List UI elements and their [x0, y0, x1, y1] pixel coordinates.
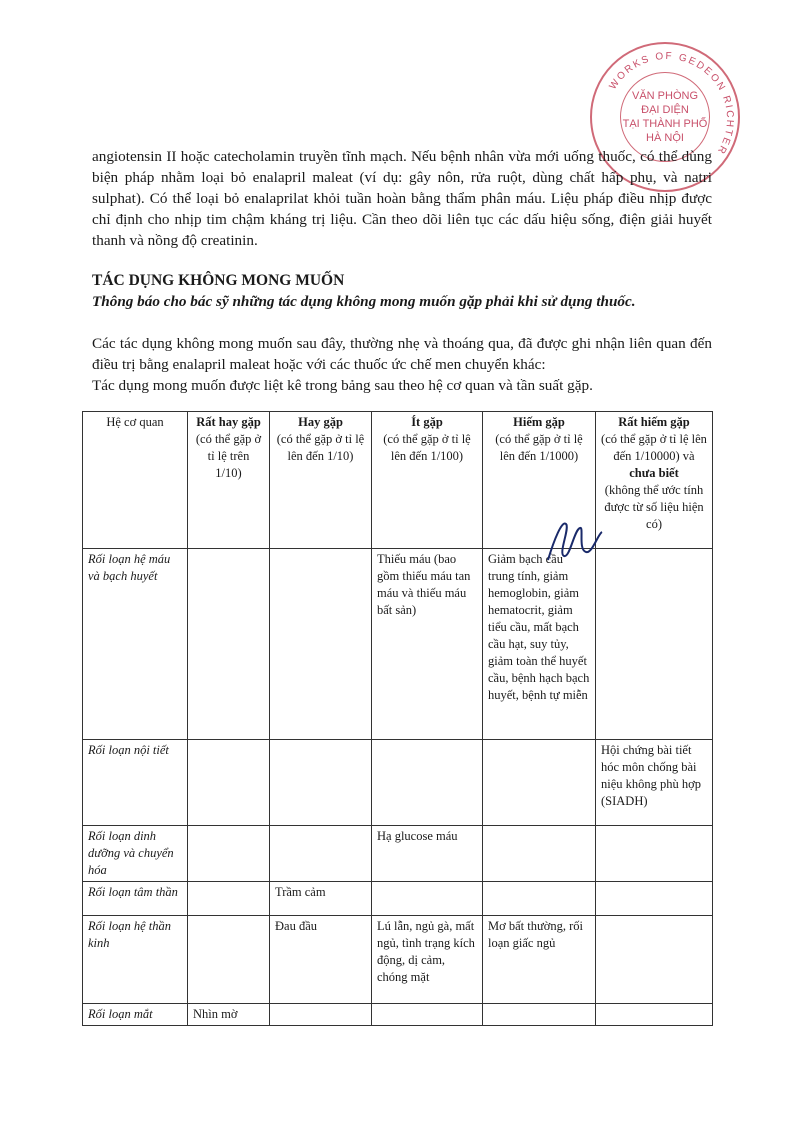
table-header-row	[83, 412, 713, 549]
table-row	[83, 826, 713, 882]
very-rare-cell: Hội chứng bài tiết hóc môn chống bài niệu không phù hợp (SIADH)	[596, 740, 713, 826]
organ-cell: Rối loạn hệ thần kinh	[83, 916, 188, 1004]
header-rare: Hiếm gặp (có thể gặp ở tỉ lệ lên đến 1/1000)	[483, 412, 596, 549]
stamp-line: VĂN PHÒNG	[631, 90, 698, 102]
very-common-cell	[188, 549, 270, 740]
common-cell	[270, 549, 372, 740]
organ-cell: Rối loạn hệ máu và bạch huyết	[83, 549, 188, 740]
overdose-paragraph	[92, 146, 712, 251]
intro-paragraph	[92, 333, 712, 396]
very-common-cell	[188, 882, 270, 916]
table-row	[83, 549, 713, 740]
very-common-cell	[188, 826, 270, 882]
very-rare-cell	[596, 549, 713, 740]
table-row	[83, 916, 713, 1004]
intro-line-2: Tác dụng mong muốn được liệt kê trong bảng sau theo hệ cơ quan và tần suất gặp.	[92, 377, 593, 394]
uncommon-cell	[372, 1004, 483, 1026]
rare-cell: Giảm bạch cầu trung tính, giảm hemoglobin, giảm hematocrit, giảm tiểu cầu, mất bạch cầu hạt, suy tủy, giảm toàn thể huyết cầu, bệnh hạch bạch huyết, bệnh tự miễn	[483, 549, 596, 740]
header-very-rare: Rất hiếm gặp (có thể gặp ở tỉ lệ lên đến 1/10000) và chưa biết (không thể ước tính được từ số liệu hiện có)	[596, 412, 713, 549]
common-cell: Trầm cảm	[270, 882, 372, 916]
rare-cell	[483, 882, 596, 916]
very-rare-cell	[596, 826, 713, 882]
header-common: Hay gặp (có thể gặp ở tỉ lệ lên đến 1/10)	[270, 412, 372, 549]
header-organ: Hệ cơ quan	[83, 412, 188, 549]
svg-text:WORKS OF GEDEON RICHTER: WORKS OF GEDEON RICHTER	[607, 50, 736, 157]
table-row	[83, 740, 713, 826]
uncommon-cell: Hạ glucose máu	[372, 826, 483, 882]
rare-cell	[483, 1004, 596, 1026]
intro-line-1: Các tác dụng không mong muốn sau đây, thường nhẹ và thoáng qua, đã được ghi nhận liên quan đến điều trị bằng enalapril maleat hoặc với các thuốc ức chế men chuyển khác:	[92, 335, 712, 373]
table-row	[83, 882, 713, 916]
uncommon-cell: Thiếu máu (bao gồm thiếu máu tan máu và thiếu máu bất sản)	[372, 549, 483, 740]
very-common-cell	[188, 916, 270, 1004]
common-cell: Đau đầu	[270, 916, 372, 1004]
very-rare-cell	[596, 916, 713, 1004]
stamp-line: TẠI THÀNH PHỐ	[622, 118, 708, 130]
very-rare-cell	[596, 1004, 713, 1026]
uncommon-cell: Lú lẫn, ngủ gà, mất ngủ, tình trạng kích động, dị cảm, chóng mặt	[372, 916, 483, 1004]
stamp-line: ĐẠI DIỆN	[641, 104, 689, 116]
very-rare-cell	[596, 882, 713, 916]
table-row	[83, 1004, 713, 1026]
common-cell	[270, 826, 372, 882]
very-common-cell	[188, 740, 270, 826]
very-common-cell: Nhìn mờ	[188, 1004, 270, 1026]
organ-cell: Rối loạn tâm thần	[83, 882, 188, 916]
header-very-common: Rất hay gặp (có thể gặp ở tỉ lệ trên 1/10)	[188, 412, 270, 549]
rare-cell	[483, 740, 596, 826]
signature-icon	[540, 510, 610, 570]
organ-cell: Rối loạn nội tiết	[83, 740, 188, 826]
section-subheading: Thông báo cho bác sỹ những tác dụng không mong muốn gặp phải khi sử dụng thuốc.	[92, 293, 636, 310]
organ-cell: Rối loạn dinh dưỡng và chuyển hóa	[83, 826, 188, 882]
common-cell	[270, 1004, 372, 1026]
header-uncommon: Ít gặp (có thể gặp ở tỉ lệ lên đến 1/100)	[372, 412, 483, 549]
uncommon-cell	[372, 882, 483, 916]
common-cell	[270, 740, 372, 826]
adverse-effects-table	[82, 411, 713, 1026]
overdose-text: angiotensin II hoặc catecholamin truyền tĩnh mạch. Nếu bệnh nhân vừa mới uống thuốc, có thể dùng biện pháp nhằm loại bỏ enalapril maleat (ví dụ: gây nôn, rửa ruột, dùng chất hấp phụ, và natri sulphat). Có thể loại bỏ enalaprilat khỏi tuần hoàn bằng thẩm phân máu. Liệu pháp điều nhịp được chỉ định cho nhịp tim chậm kháng trị liệu. Cần theo dõi liên tục các dấu hiệu sống, điện giải huyết thanh và nồng độ creatinin.	[92, 148, 712, 249]
uncommon-cell	[372, 740, 483, 826]
section-heading: TÁC DỤNG KHÔNG MONG MUỐN	[92, 272, 345, 289]
rare-cell	[483, 826, 596, 882]
organ-cell: Rối loạn mắt	[83, 1004, 188, 1026]
stamp-line: HÀ NỘI	[646, 132, 684, 144]
rare-cell: Mơ bất thường, rối loạn giấc ngủ	[483, 916, 596, 1004]
